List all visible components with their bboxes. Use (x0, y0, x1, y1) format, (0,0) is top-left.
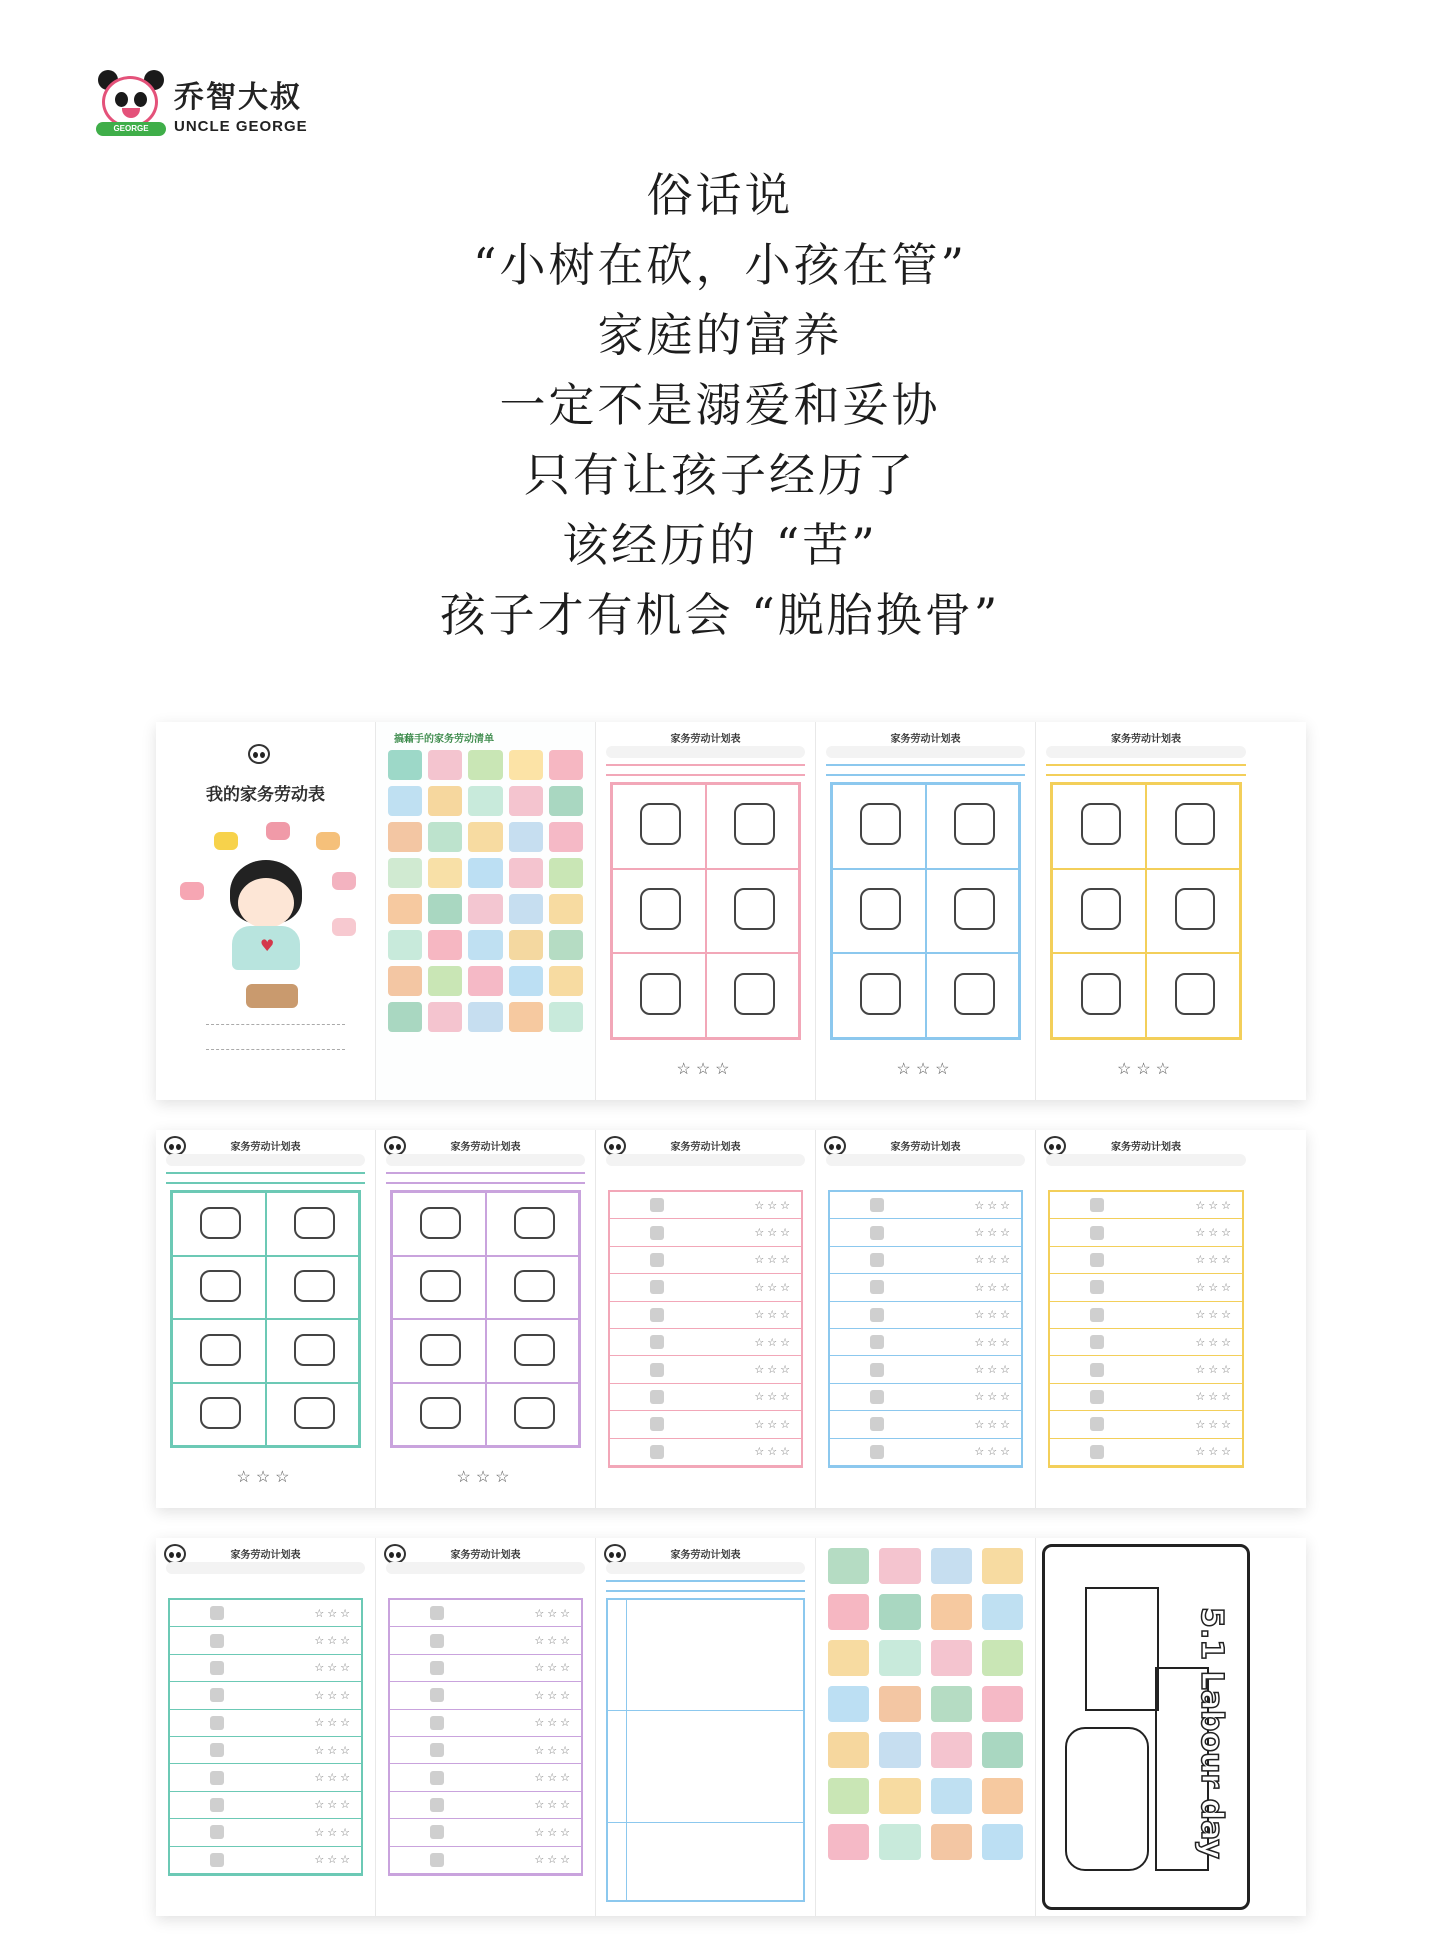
rating-stars: ☆☆☆ (456, 1467, 515, 1486)
poem-line: 该经历的 “苦” (562, 518, 878, 572)
plan-title: 家务劳动计划表 (890, 1142, 961, 1153)
blank-plan-sheet (596, 1538, 816, 1916)
plan-title: 家务劳动计划表 (450, 1142, 521, 1153)
brand-name-en: UNCLE GEORGE (174, 117, 308, 135)
poem-line: 孩子才有机会 “脱胎换骨” (439, 588, 1001, 642)
chore-icon-grid (388, 750, 583, 1088)
brand-logo (96, 70, 308, 136)
plan-title: 家务劳动计划表 (230, 1142, 301, 1153)
sticker-sheet (816, 1538, 1036, 1916)
plan-title: 家务劳动计划表 (1111, 734, 1181, 745)
table-sheet-teal: 家务劳动计划表 ☆☆☆ ☆☆☆ ☆☆☆ ☆☆☆ ☆☆☆ ☆☆☆ ☆☆☆ ☆☆☆ ☆☆☆ ☆☆☆ (156, 1538, 376, 1916)
plan-title: 家务劳动计划表 (450, 1550, 521, 1561)
poem-line: 只有让孩子经历了 (524, 448, 916, 502)
rating-stars: ☆☆☆ (1116, 1059, 1176, 1078)
plan-title: 家务劳动计划表 (230, 1550, 301, 1561)
rating-stars: ☆☆☆ (896, 1059, 955, 1078)
plan-sheet-pink (596, 722, 816, 1100)
panda-logo-icon (96, 70, 166, 136)
table-sheet-yellow: 家务劳动计划表 ☆☆☆ ☆☆☆ ☆☆☆ ☆☆☆ ☆☆☆ ☆☆☆ ☆☆☆ ☆☆☆ ☆☆☆ ☆☆☆ (1036, 1130, 1256, 1508)
logo-badge: GEORGE (96, 122, 166, 136)
rating-stars: ☆☆☆ (676, 1059, 735, 1078)
name-fields (206, 1010, 345, 1060)
gallery-row (156, 1538, 1306, 1916)
gallery-row (156, 722, 1306, 1100)
plan-sheet-teal (156, 1130, 376, 1508)
poster-text: 5.1 Labour day (1194, 1607, 1229, 1859)
table-sheet-purple: 家务劳动计划表 ☆☆☆ ☆☆☆ ☆☆☆ ☆☆☆ ☆☆☆ ☆☆☆ ☆☆☆ ☆☆☆ ☆☆☆ ☆☆☆ (376, 1538, 596, 1916)
table-sheet-pink: 家务劳动计划表 ☆☆☆ ☆☆☆ ☆☆☆ ☆☆☆ ☆☆☆ ☆☆☆ ☆☆☆ ☆☆☆ ☆☆☆ ☆☆☆ (596, 1130, 816, 1508)
coloring-poster-sheet (1036, 1538, 1256, 1916)
cover-sheet (156, 722, 376, 1100)
poem-line: 一定不是溺爱和妥协 (499, 378, 941, 432)
coloring-poster (1042, 1544, 1250, 1910)
poem-line: 俗话说 (646, 168, 794, 222)
poem (0, 160, 1440, 650)
plan-title: 家务劳动计划表 (670, 734, 741, 745)
gallery-row (156, 1130, 1306, 1508)
plan-title: 家务劳动计划表 (1111, 1142, 1181, 1153)
table-sheet-blue: 家务劳动计划表 ☆☆☆ ☆☆☆ ☆☆☆ ☆☆☆ ☆☆☆ ☆☆☆ ☆☆☆ ☆☆☆ ☆☆☆ ☆☆☆ (816, 1130, 1036, 1508)
brand-name-cn: 乔智大叔 (174, 79, 302, 115)
worksheet-gallery (156, 722, 1306, 1946)
rating-stars: ☆☆☆ (236, 1467, 295, 1486)
cover-title: 我的家务劳动表 (206, 785, 325, 805)
girl-illustration (222, 860, 310, 970)
plan-title: 家务劳动计划表 (670, 1142, 741, 1153)
plan-sheet-purple (376, 1130, 596, 1508)
plan-sheet-blue (816, 722, 1036, 1100)
poem-line: “小树在砍，小孩在管” (472, 238, 968, 292)
poem-line: 家庭的富养 (597, 308, 843, 362)
panda-icon (248, 744, 270, 764)
catalog-title: 搞藉手的家务劳动清单 (394, 734, 494, 745)
sticker-grid (828, 1548, 1023, 1904)
plan-title: 家务劳动计划表 (670, 1550, 741, 1561)
plan-title: 家务劳动计划表 (890, 734, 961, 745)
plan-sheet-yellow (1036, 722, 1256, 1100)
chore-catalog-sheet (376, 722, 596, 1100)
